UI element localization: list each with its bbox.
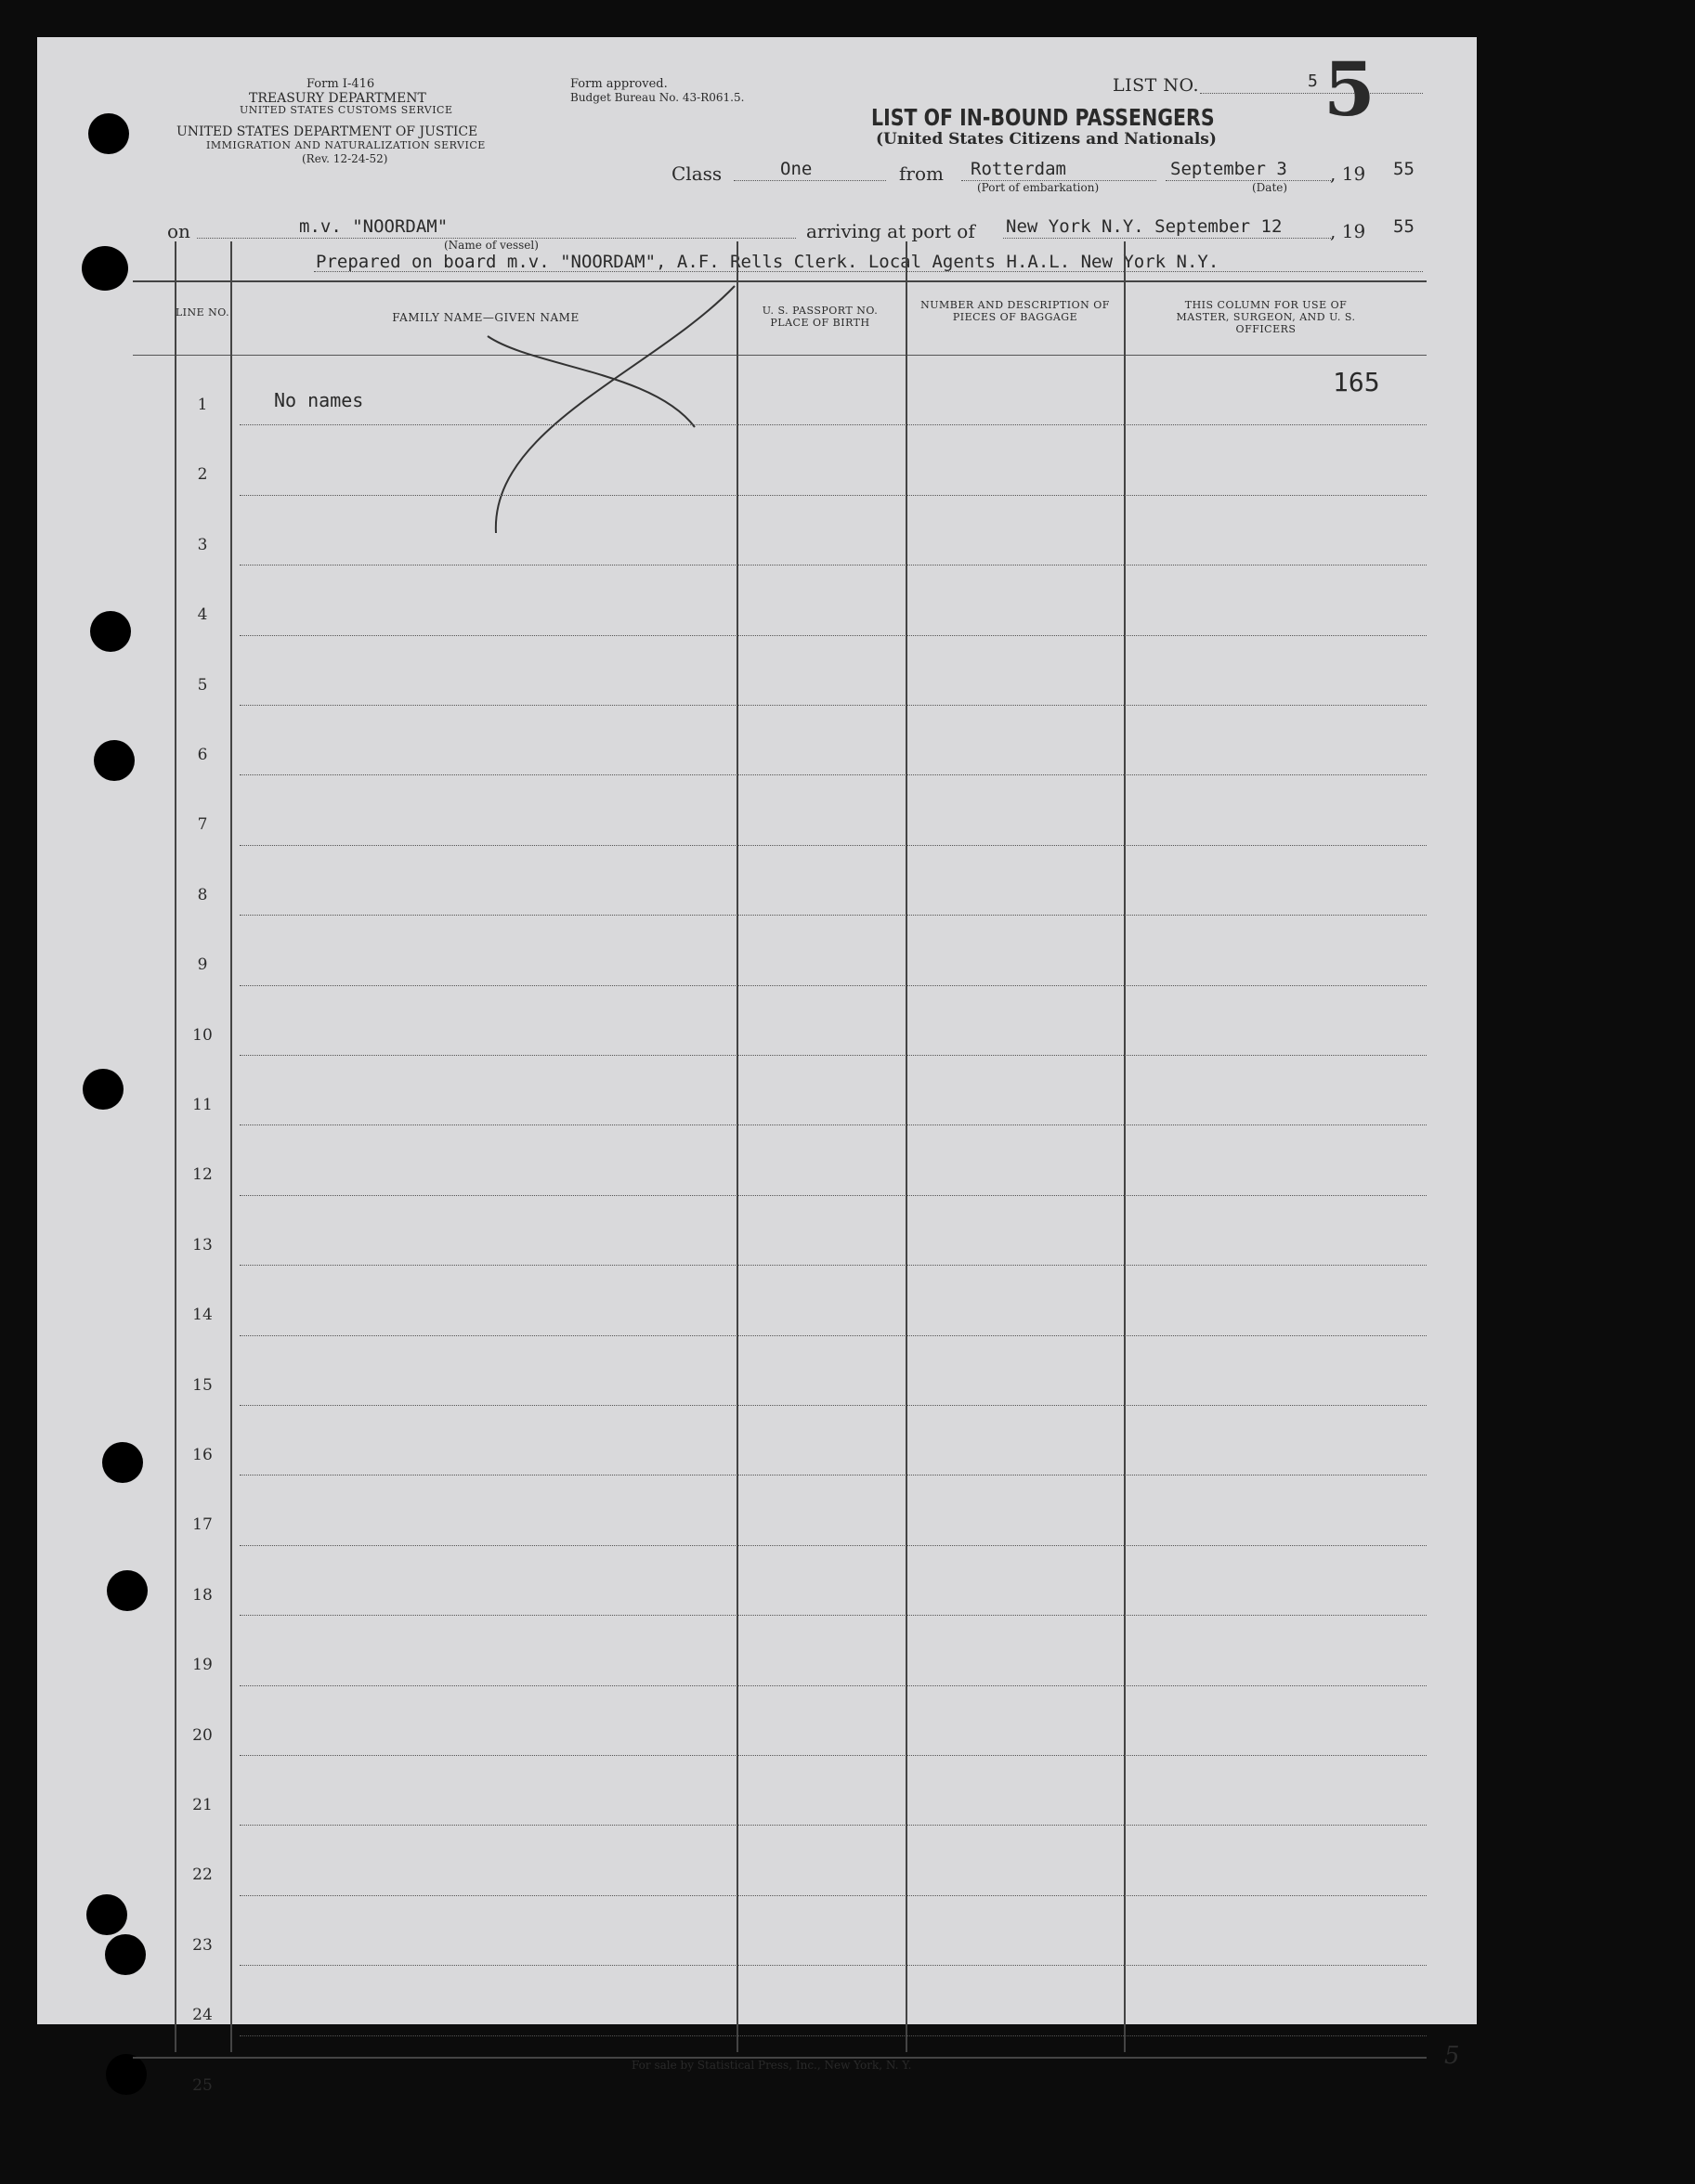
no-names-entry: No names — [274, 389, 364, 411]
line-number: 6 — [197, 746, 208, 764]
row-rule — [240, 845, 1427, 846]
line-number: 16 — [192, 1446, 213, 1464]
corner-mark: 5 — [1444, 2042, 1460, 2070]
row-rule — [240, 1825, 1427, 1826]
punch-hole — [94, 740, 135, 781]
date-value: September 3 — [1170, 159, 1287, 179]
line-number: 22 — [192, 1866, 213, 1885]
row-rule — [240, 565, 1427, 566]
line-number: 7 — [197, 815, 208, 835]
row-rule — [240, 1545, 1427, 1546]
from-value: Rotterdam — [971, 159, 1066, 179]
row-rule — [240, 1475, 1427, 1476]
page-title: LIST OF IN-BOUND PASSENGERS — [871, 104, 1215, 131]
punch-hole — [82, 246, 128, 291]
line-number: 20 — [192, 1725, 213, 1745]
row-rule — [240, 1615, 1427, 1616]
line-number: 23 — [192, 1935, 213, 1955]
row-rule — [240, 1405, 1427, 1406]
line-number: 1 — [197, 396, 208, 414]
line-number: 21 — [192, 1796, 213, 1814]
arriving-label: arriving at port of — [806, 220, 975, 242]
row-rule — [240, 705, 1427, 706]
row-rule — [240, 774, 1427, 775]
year-value: 55 — [1393, 159, 1415, 179]
arriving-value: New York N.Y. September 12 — [1006, 216, 1283, 237]
year-value-2: 55 — [1393, 216, 1415, 237]
row-rule — [240, 635, 1427, 636]
vessel-value: m.v. "NOORDAM" — [299, 216, 449, 237]
class-label: Class — [671, 162, 723, 185]
row-rule — [240, 1195, 1427, 1196]
col-line-no: LINE NO. — [175, 306, 230, 318]
year-prefix-2: , 19 — [1330, 220, 1366, 242]
list-no-big: 5 — [1323, 46, 1376, 133]
ink-stamp-number: 165 — [1333, 367, 1380, 397]
row-rule — [240, 424, 1427, 425]
line-number: 24 — [192, 2006, 213, 2025]
col-family-name: FAMILY NAME—GIVEN NAME — [392, 311, 580, 324]
row-rule — [240, 2035, 1427, 2036]
printer-footer: For sale by Statistical Press, Inc., New York, N. Y. — [632, 2059, 912, 2072]
prepared-line: Prepared on board m.v. "NOORDAM", A.F. Rells Clerk. Local Agents H.A.L. New York N.Y. — [316, 252, 1219, 272]
row-rule — [240, 1265, 1427, 1266]
date-caption: (Date) — [1252, 181, 1288, 194]
row-rule — [240, 495, 1427, 496]
punch-hole — [106, 2054, 147, 2095]
port-caption: (Port of embarkation) — [977, 181, 1100, 194]
treasury-dept: TREASURY DEPARTMENT — [249, 91, 426, 106]
row-rule — [240, 1965, 1427, 1966]
line-number: 17 — [192, 1515, 213, 1535]
row-rule — [240, 1685, 1427, 1686]
line-number: 18 — [192, 1585, 213, 1605]
customs-service: UNITED STATES CUSTOMS SERVICE — [240, 104, 453, 116]
cross-out-mark — [133, 241, 1427, 2057]
justice-dept: UNITED STATES DEPARTMENT OF JUSTICE — [176, 124, 478, 139]
immigration-service: IMMIGRATION AND NATURALIZATION SERVICE — [206, 139, 486, 151]
row-rule — [240, 915, 1427, 916]
row-rule — [240, 1055, 1427, 1056]
line-number: 15 — [192, 1375, 213, 1395]
budget-bureau: Budget Bureau No. 43-R061.5. — [570, 91, 745, 104]
line-number: 19 — [192, 1656, 213, 1675]
line-number: 13 — [192, 1235, 213, 1254]
row-rule — [240, 1124, 1427, 1125]
col-baggage: NUMBER AND DESCRIPTION OF PIECES OF BAGGAGE — [920, 299, 1110, 324]
line-number: 12 — [192, 1165, 213, 1185]
line-number: 25 — [192, 2075, 213, 2095]
revision: (Rev. 12-24-52) — [302, 152, 388, 165]
on-label: on — [167, 220, 190, 242]
class-value: One — [780, 159, 813, 179]
line-number: 4 — [197, 605, 208, 625]
row-rule — [240, 1755, 1427, 1756]
line-number: 11 — [192, 1096, 213, 1114]
list-no-small: 5 — [1308, 72, 1318, 91]
col-passport: U. S. PASSPORT NO. PLACE OF BIRTH — [762, 305, 879, 330]
page-subtitle: (United States Citizens and Nationals) — [876, 130, 1217, 149]
vessel-caption: (Name of vessel) — [444, 239, 539, 252]
year-prefix: , 19 — [1330, 162, 1366, 185]
form-number: Form I-416 — [306, 77, 375, 91]
line-number: 3 — [197, 535, 208, 554]
line-number: 9 — [197, 956, 208, 975]
row-rule — [240, 1335, 1427, 1336]
punch-hole — [86, 1894, 127, 1935]
line-number: 8 — [197, 885, 208, 904]
punch-hole — [88, 113, 129, 154]
line-number: 10 — [192, 1025, 213, 1045]
form-approved: Form approved. — [570, 77, 668, 91]
line-number: 5 — [197, 675, 208, 695]
list-no-label: LIST NO. — [1113, 75, 1199, 96]
row-rule — [240, 985, 1427, 986]
from-label: from — [899, 162, 944, 185]
punch-hole — [83, 1069, 124, 1110]
punch-hole — [90, 611, 131, 652]
line-number: 14 — [192, 1306, 213, 1325]
col-officers: THIS COLUMN FOR USE OF MASTER, SURGEON, AND U. S. OFFICERS — [1176, 299, 1356, 336]
line-number: 2 — [197, 465, 208, 485]
row-rule — [240, 1895, 1427, 1896]
